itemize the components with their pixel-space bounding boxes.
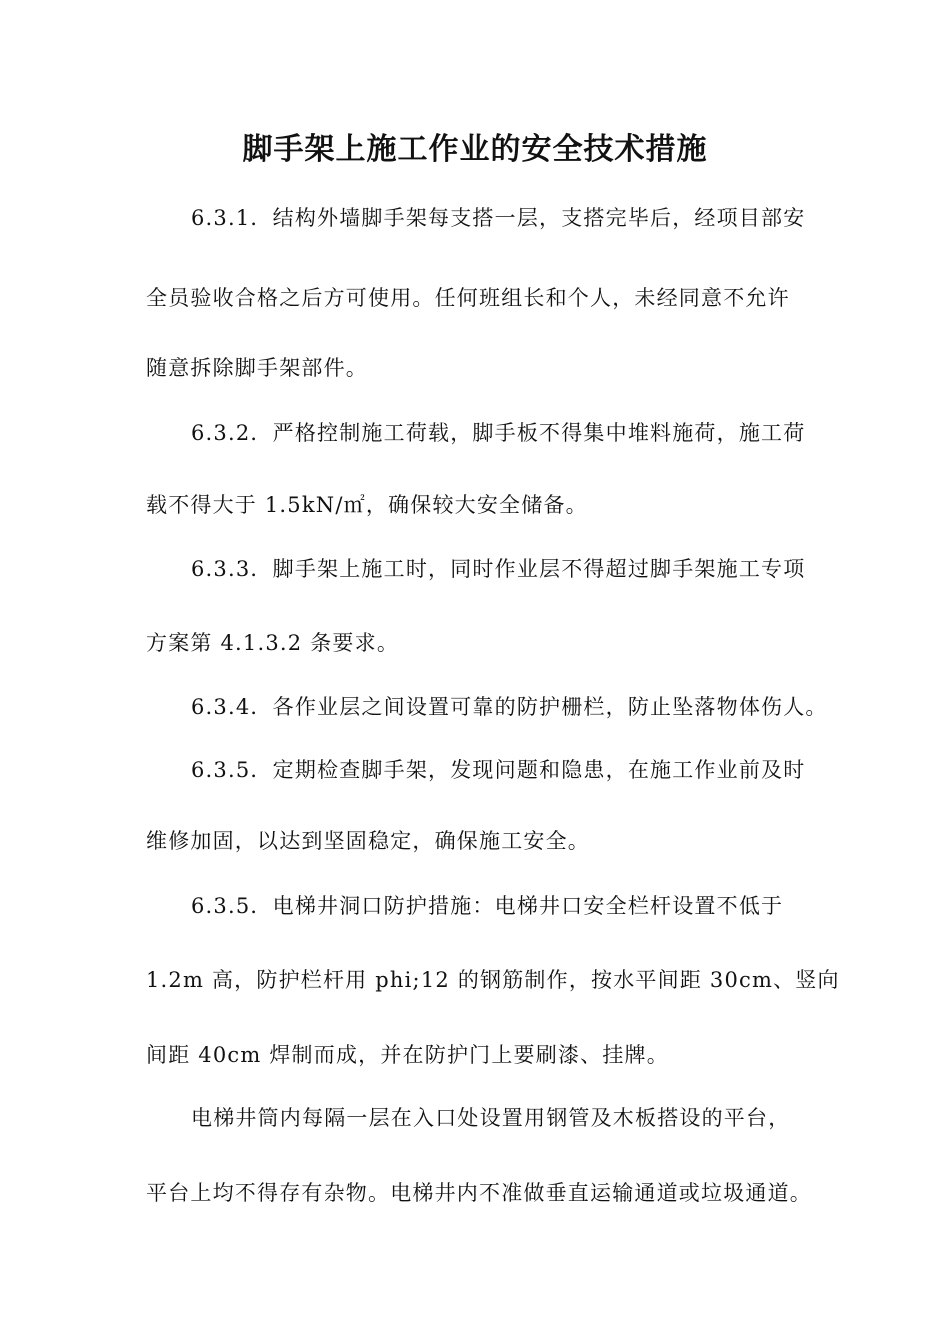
paragraph-6-3-3-line-2: 方案第 4.1.3.2 条要求。 [146, 631, 400, 655]
paragraph-6-3-5-line-2: 维修加固，以达到坚固稳定，确保施工安全。 [146, 829, 590, 853]
paragraph-6-3-1-line-1: 6.3.1．结构外墙脚手架每支搭一层，支搭完毕后，经项目部安 [191, 206, 806, 230]
paragraph-6-3-2-line-2: 载不得大于 1.5kN/㎡，确保较大安全储备。 [146, 493, 588, 517]
paragraph-6-3-1-line-3: 随意拆除脚手架部件。 [146, 356, 368, 380]
document-title: 脚手架上施工作业的安全技术措施 [242, 132, 708, 167]
paragraph-6-3-2-line-1: 6.3.2．严格控制施工荷载，脚手板不得集中堆料施荷，施工荷 [191, 421, 806, 445]
paragraph-6-3-5b-line-2: 1.2m 高，防护栏杆用 phi;12 的钢筋制作，按水平间距 30cm、竖向 [146, 968, 840, 992]
paragraph-elevator-line-1: 电梯井筒内每隔一层在入口处设置用钢管及木板搭设的平台， [191, 1106, 791, 1130]
paragraph-6-3-4-line-1: 6.3.4．各作业层之间设置可靠的防护栅栏，防止坠落物体伤人。 [191, 695, 828, 719]
paragraph-6-3-5-line-1: 6.3.5．定期检查脚手架，发现问题和隐患，在施工作业前及时 [191, 758, 806, 782]
paragraph-6-3-5b-line-1: 6.3.5．电梯井洞口防护措施：电梯井口安全栏杆设置不低于 [191, 894, 784, 918]
paragraph-6-3-5b-line-3: 间距 40cm 焊制而成，并在防护门上要刷漆、挂牌。 [146, 1043, 669, 1067]
paragraph-elevator-line-2: 平台上均不得存有杂物。电梯井内不准做垂直运输通道或垃圾通道。 [146, 1181, 812, 1205]
paragraph-6-3-1-line-2: 全员验收合格之后方可使用。任何班组长和个人，未经同意不允许 [146, 286, 790, 310]
paragraph-6-3-3-line-1: 6.3.3．脚手架上施工时，同时作业层不得超过脚手架施工专项 [191, 557, 806, 581]
